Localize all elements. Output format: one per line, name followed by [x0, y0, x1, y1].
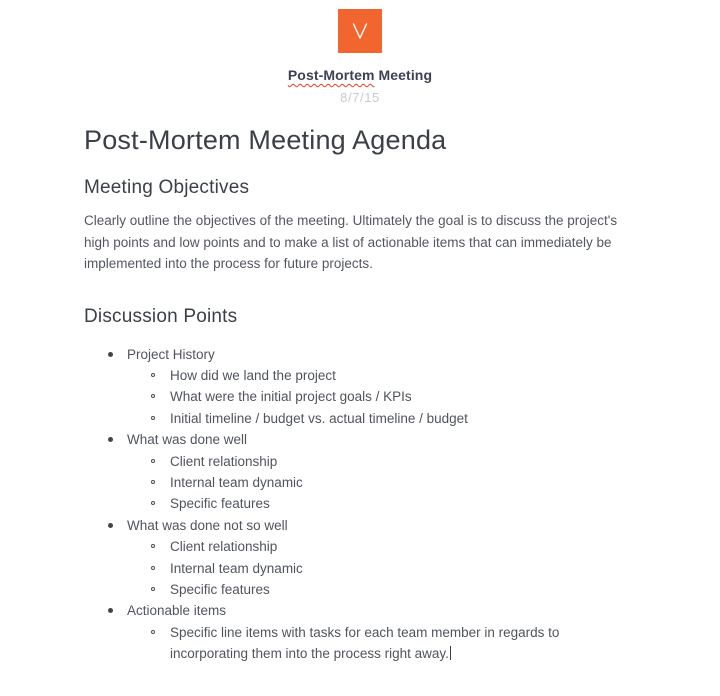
doc-title-rest: Meeting	[374, 67, 433, 83]
section-heading-discussion[interactable]: Discussion Points	[84, 305, 238, 327]
bullet-circle-icon	[151, 459, 155, 463]
list-item[interactable]	[127, 365, 636, 386]
app-logo[interactable]	[338, 9, 382, 53]
bullet-disc-icon	[108, 608, 113, 613]
doc-title-flagged-word: Post-Mortem	[287, 67, 375, 83]
discussion-list	[84, 344, 636, 665]
sub-list	[127, 451, 636, 515]
bullet-circle-icon	[151, 480, 155, 484]
list-item-text[interactable]: What was done well	[127, 432, 248, 448]
list-item-text: How did we land the project	[170, 367, 336, 383]
document-title[interactable]	[0, 67, 720, 84]
list-item[interactable]	[127, 451, 636, 472]
list-item-text[interactable]: What was done not so well	[127, 517, 288, 533]
list-item[interactable]	[127, 386, 636, 407]
document-date: 8/7/15	[340, 90, 380, 105]
list-item	[84, 429, 636, 515]
bullet-circle-icon	[151, 373, 155, 377]
list-item-text: What were the initial project goals / KPIs	[170, 389, 412, 405]
bullet-disc-icon	[108, 437, 113, 442]
list-item-text: Client relationship	[170, 453, 278, 469]
section-heading-objectives[interactable]: Meeting Objectives	[84, 177, 250, 198]
list-item-text: Specific line items with tasks for each team member in regards to incorporating them into the process right away.	[170, 624, 560, 662]
sub-list	[127, 622, 636, 665]
list-item-text: Specific features	[170, 496, 270, 512]
bullet-circle-icon	[151, 501, 155, 505]
list-item[interactable]	[127, 622, 636, 665]
text-cursor	[450, 646, 451, 660]
sub-list	[127, 365, 636, 429]
list-item-text: Initial timeline / budget vs. actual timeline / budget	[170, 410, 468, 426]
bullet-circle-icon	[151, 587, 155, 591]
list-item-text: Specific features	[170, 581, 270, 597]
bullet-circle-icon	[151, 630, 155, 634]
list-item[interactable]	[127, 408, 636, 429]
list-item[interactable]	[127, 536, 636, 557]
page-title[interactable]: Post-Mortem Meeting Agenda	[84, 125, 447, 155]
bullet-disc-icon	[108, 523, 113, 528]
bullet-circle-icon	[151, 544, 155, 548]
list-item[interactable]	[127, 558, 636, 579]
bullet-circle-icon	[151, 394, 155, 398]
v-logo-icon	[351, 22, 369, 40]
bullet-circle-icon	[151, 566, 155, 570]
list-item[interactable]	[127, 472, 636, 493]
list-item-text: Internal team dynamic	[170, 560, 303, 576]
list-item-text[interactable]: Project History	[127, 346, 215, 362]
bullet-disc-icon	[108, 352, 113, 357]
list-item-text: Internal team dynamic	[170, 474, 303, 490]
objectives-paragraph[interactable]: Clearly outline the objectives of the meeting. Ultimately the goal is to discuss the project's high points and low points and to make a list of actionable items that can immediately be implemented into the process for future projects.	[84, 213, 618, 271]
list-item-text[interactable]: Actionable items	[127, 603, 227, 619]
list-item	[84, 600, 636, 664]
bullet-circle-icon	[151, 416, 155, 420]
list-item	[84, 515, 636, 601]
document-body	[0, 122, 720, 665]
list-item[interactable]	[127, 493, 636, 514]
sub-list	[127, 536, 636, 600]
document-header	[0, 0, 720, 106]
list-item[interactable]	[127, 579, 636, 600]
list-item-text: Client relationship	[170, 539, 278, 555]
list-item	[84, 344, 636, 430]
